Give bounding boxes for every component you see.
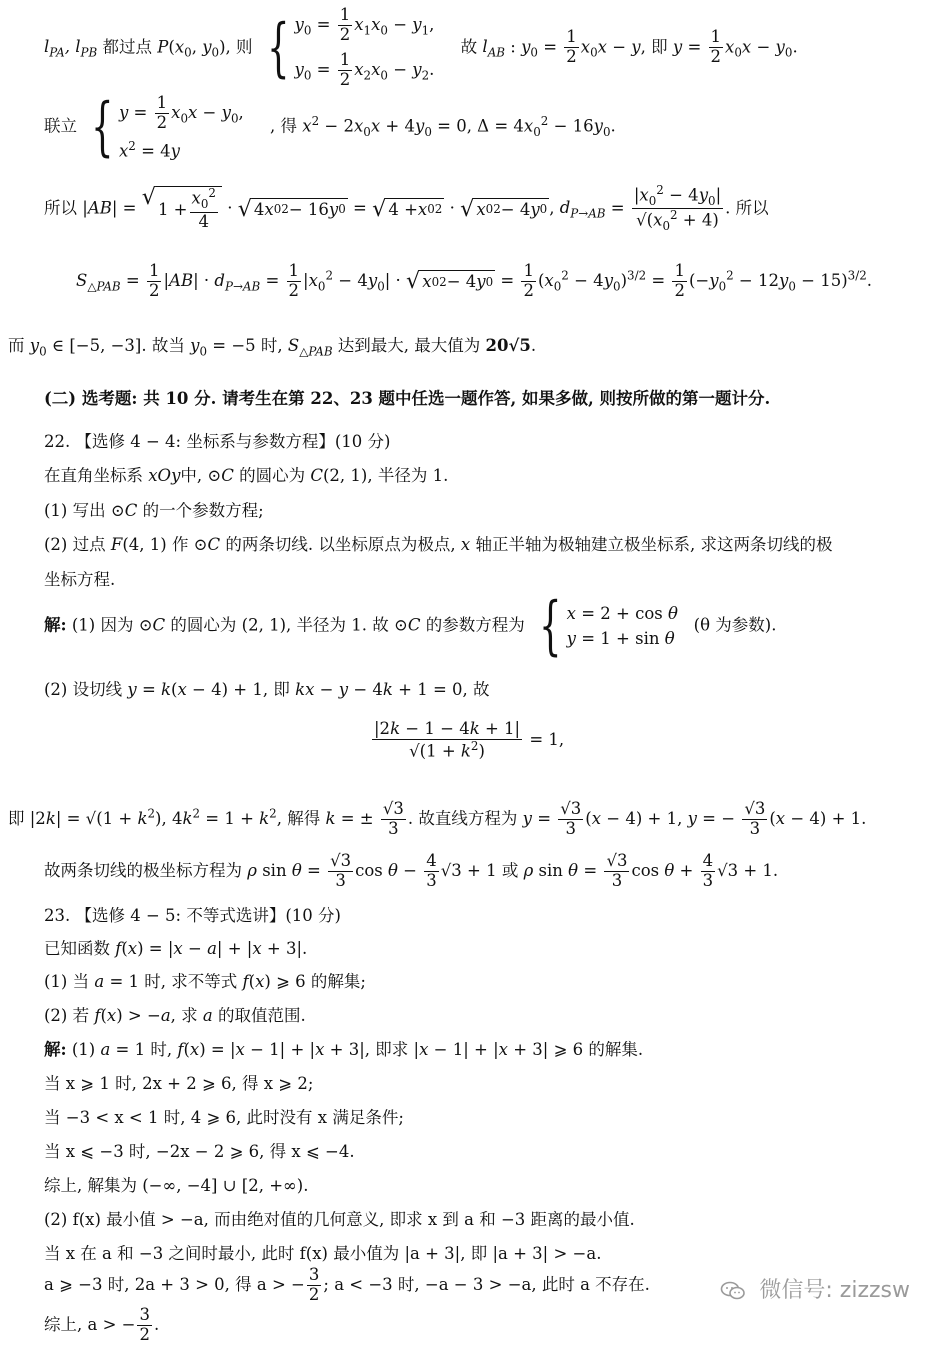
q23-part2: (2) 若 f(x) > −a, 求 a 的取值范围.: [44, 1006, 306, 1025]
q23-stem: 已知函数 f(x) = |x − a| + |x + 3|.: [44, 939, 308, 958]
line-lines-intersect: $l_{PA}$, $l_{PB}$ 都过点 $P(x_0$, $y_0$), 则 { $y_0$ = $\frac{1}{2}$ $x_1x_0 - y_1$, $y_0$ = $\frac{1}{2}$ $x_2x_0 - y_2$. 故 $l_{AB}$ : $y_0$ = $\frac{1}{2}$ $x_0x - y$, 即 y = $\frac{1}{2}$ $x_0x - y_0$.: [44, 5, 798, 89]
wechat-watermark: 微信号: zizzsw: [720, 1273, 910, 1304]
q22-title: 22. 【选修 4 − 4: 坐标系与参数方程】(10 分): [44, 432, 391, 451]
q23-title: 23. 【选修 4 − 5: 不等式选讲】(10 分): [44, 906, 341, 925]
q22-part2-cont: 坐标方程.: [44, 570, 116, 589]
q22-solution4: 即 $|2k| = √(1 + k^2)$, $4k^2 = 1 + k^2$, 解得 k = ± $\frac{√3}{3}$ . 故直线方程为 y = $\frac{√3}{3}$ (x − 4) + 1, y = − $\frac{√3}{3}$ (x − 4) + 1.: [8, 799, 867, 838]
line-simultaneous: 联立 { y = $\frac{1}{2}$ $x_0x - y_0$, $x^2 = 4y$ , 得 $x^2 - 2x_0x + 4y_0 = 0$, $\Delta = 4x_0^2 - 16y_0$.: [44, 90, 616, 165]
q23-solution1: 解: (1) a = 1 时, f(x) = |x − 1| + |x + 3|, 即求 |x − 1| + |x + 3| ⩾ 6 的解集.: [44, 1040, 644, 1059]
q23-case3: 当 x ⩽ −3 时, −2x − 2 ⩾ 6, 得 x ⩽ −4.: [44, 1142, 355, 1161]
q23-case4: 综上, 解集为 (−∞, −4] ∪ [2, +∞).: [44, 1176, 309, 1195]
section-heading: (二) 选考题: 共 10 分. 请考生在第 22、23 题中任选一题作答, 如果多做, 则按所做的第一题计分.: [44, 389, 771, 408]
q23-case1: 当 x ⩾ 1 时, 2x + 2 ⩾ 6, 得 x ⩾ 2;: [44, 1074, 314, 1093]
q23-case2: 当 −3 < x < 1 时, 4 ⩾ 6, 此时没有 x 满足条件;: [44, 1108, 404, 1127]
q22-solution1: 解: (1) 因为 ⊙C 的圆心为 (2, 1), 半径为 1. 故 ⊙C 的参数方程为 { x = 2 + cos θ y = 1 + sin θ (θ 为参数).: [44, 589, 777, 663]
line-max-value: 而 $y_0$ ∈ [−5, −3]. 故当 $y_0 = -5$ 时, $S_{\triangle PAB}$ 达到最大, 最大值为 20√5.: [8, 336, 537, 359]
q23-solution2d: 综上, a > − $\frac{3}{2}$ .: [44, 1305, 160, 1344]
q23-solution2b: 当 x 在 a 和 −3 之间时最小, 此时 f(x) 最小值为 |a + 3|, 即 |a + 3| > −a.: [44, 1244, 602, 1263]
q22-solution5: 故两条切线的极坐标方程为 ρ sin θ = $\frac{√3}{3}$ cos θ − $\frac{4}{3}$ √3 + 1 或 ρ sin θ = $\frac{√3}{3}$ cos θ + $\frac{4}{3}$ √3 + 1.: [44, 851, 779, 890]
q23-part1: (1) 当 a = 1 时, 求不等式 f(x) ⩾ 6 的解集;: [44, 972, 366, 991]
q22-stem: 在直角坐标系 xOy中, ⊙C 的圆心为 C(2, 1), 半径为 1.: [44, 466, 449, 485]
line-area: $S_{\triangle PAB}$ = $\frac{1}{2}$ $|AB| \cdot d_{P\to AB}$ = $\frac{1}{2}$ $|x_0^2 - 4y_0|$ · √ x 0 2 − 4 y 0 = $\frac{1}{2}$ $(x_0^2 - 4y_0)^{3/2}$ = $\frac{1}{2}$ $(-y_0^2 - 12y_0 - 15)^{3/2}$.: [76, 261, 873, 300]
system-brace: { $y_0$ = $\frac{1}{2}$ $x_1x_0 - y_1$, $y_0$ = $\frac{1}{2}$ $x_2x_0 - y_2$.: [266, 5, 435, 89]
q23-solution2a: (2) f(x) 最小值 > −a, 而由绝对值的几何意义, 即求 x 到 a 和 −3 距离的最小值.: [44, 1210, 635, 1229]
system-brace: { x = 2 + cos θ y = 1 + sin θ: [539, 589, 678, 663]
line-ab-length: 所以 |AB| = √ 1 + $\frac{x_0^2}{4}$ · √ 4 x 0 2 − 16 y 0 = √ 4 + x 0 2 · √ x 0 2 − 4 y 0 , $d_{P\to AB}$ = $\frac{|x_0^2 - 4y_0|}{√(x_0^2 + 4)}$ . 所以: [44, 183, 769, 234]
q22-solution2: (2) 设切线 y = k(x − 4) + 1, 即 kx − y − 4k + 1 = 0, 故: [44, 680, 490, 699]
wechat-icon: [720, 1281, 746, 1301]
q22-distance-eq: $\frac{|2k - 1 - 4k + 1|}{√(1 + k^2)}$ = 1,: [374, 719, 565, 761]
system-brace: { y = $\frac{1}{2}$ $x_0x - y_0$, $x^2 = 4y$: [91, 90, 244, 165]
q23-solution2c: a ⩾ −3 时, 2a + 3 > 0, 得 a > − $\frac{3}{2}$ ; a < −3 时, −a − 3 > −a, 此时 a 不存在.: [44, 1265, 650, 1304]
q22-part1: (1) 写出 ⊙C 的一个参数方程;: [44, 501, 264, 520]
q22-part2: (2) 过点 F(4, 1) 作 ⊙C 的两条切线. 以坐标原点为极点, x 轴正半轴为极轴建立极坐标系, 求这两条切线的极: [44, 535, 833, 554]
